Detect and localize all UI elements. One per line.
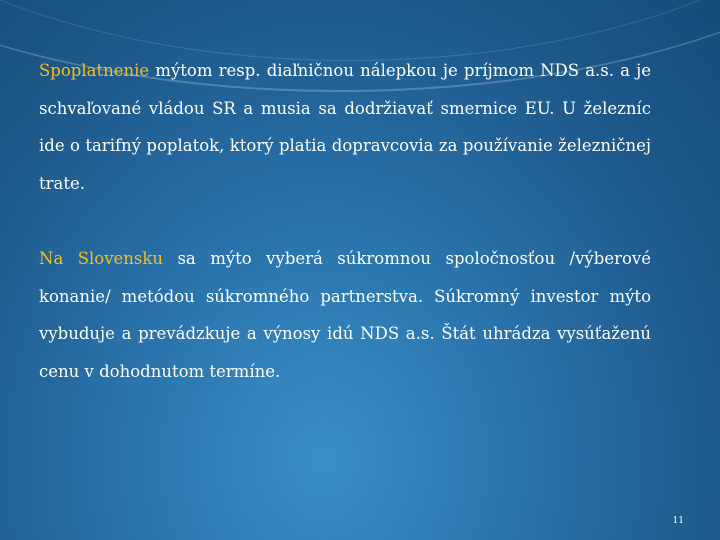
paragraph-tolling	[39, 52, 651, 202]
page-number: 11	[672, 516, 684, 526]
paragraph-slovakia	[39, 240, 651, 390]
paragraph-text: mýtom resp. diaľničnou nálepkou je príjmom NDS a.s. a je schvaľované vládou SR a musia sa dodržiavať smernice EU. U železníc ide o tarifný poplatok, ktorý platia dopravcovia za používanie železničnej trate.	[39, 61, 651, 193]
highlight-term: Spoplatnenie	[39, 61, 150, 80]
highlight-term: Na Slovensku	[39, 249, 164, 268]
paragraph-text: sa mýto vyberá súkromnou spoločnosťou /výberové konanie/ metódou súkromného partnerstva. Súkromný investor mýto vybuduje a prevádzkuje a výnosy idú NDS a.s. Štát uhrádza vysúťaženú cenu v dohodnutom termíne.	[39, 249, 651, 381]
